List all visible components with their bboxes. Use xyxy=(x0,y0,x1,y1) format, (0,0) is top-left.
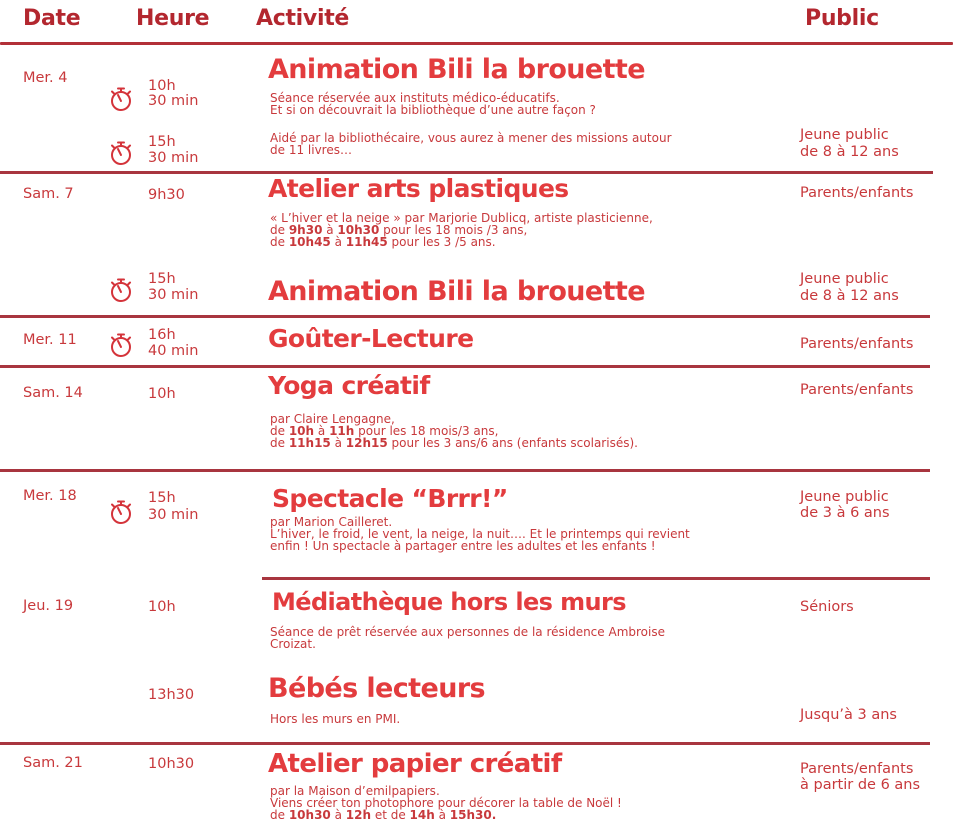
row7-public-line1: Parents/enfants xyxy=(800,761,914,777)
row7-desc3: de 10h30 à 12h et de 14h à 15h30. xyxy=(270,808,497,822)
row1-date: Mer. 4 xyxy=(23,70,68,86)
header-date: Date xyxy=(23,6,81,31)
row-separator xyxy=(0,469,930,472)
row6-time2: 13h30 xyxy=(148,687,195,703)
row2-public2-line1: Jeune public xyxy=(800,271,889,287)
header-rule xyxy=(0,42,953,45)
row4-date: Sam. 14 xyxy=(23,385,83,401)
row2-desc3: de 10h45 à 11h45 pour les 3 /5 ans. xyxy=(270,235,496,249)
row7-time: 10h30 xyxy=(148,756,195,772)
row2-public2-line2: de 8 à 12 ans xyxy=(800,288,899,304)
header-public: Public xyxy=(805,6,879,31)
row6-time: 10h xyxy=(148,599,176,615)
row4-title: Yoga créatif xyxy=(268,371,430,400)
row3-time-hour: 16h xyxy=(148,327,176,343)
row2-time2-duration: 30 min xyxy=(148,287,199,303)
row1-time1-duration: 30 min xyxy=(148,93,199,109)
row5-desc2: L’hiver, le froid, le vent, la neige, la nuit…. Et le printemps qui revient xyxy=(270,527,690,541)
row7-public-line2: à partir de 6 ans xyxy=(800,777,921,793)
row4-desc2: de 10h à 11h pour les 18 mois/3 ans, xyxy=(270,424,499,438)
row5-time-hour: 15h xyxy=(148,490,176,506)
row6-desc2: Croizat. xyxy=(270,637,316,651)
row6-public2: Jusqu’à 3 ans xyxy=(800,707,897,723)
row6-desc3: Hors les murs en PMI. xyxy=(270,712,401,726)
row1-time2-hour: 15h xyxy=(148,134,176,150)
row2-public: Parents/enfants xyxy=(800,185,914,201)
row7-desc1: par la Maison d’emilpapiers. xyxy=(270,784,440,798)
row2-time: 9h30 xyxy=(148,187,185,203)
row1-public-line2: de 8 à 12 ans xyxy=(800,144,899,160)
row-separator xyxy=(0,315,930,318)
header-heure: Heure xyxy=(136,6,210,31)
row2-desc2: de 9h30 à 10h30 pour les 18 mois /3 ans, xyxy=(270,223,528,237)
row4-public: Parents/enfants xyxy=(800,382,914,398)
row3-time-duration: 40 min xyxy=(148,343,199,359)
stopwatch-icon xyxy=(109,277,133,303)
row1-time1-hour: 10h xyxy=(148,78,176,94)
row2-time2-hour: 15h xyxy=(148,271,176,287)
row6-date: Jeu. 19 xyxy=(23,598,74,614)
row5-desc3: enfin ! Un spectacle à partager entre les adultes et les enfants ! xyxy=(270,539,656,553)
row3-title: Goûter-Lecture xyxy=(268,324,474,353)
row3-public: Parents/enfants xyxy=(800,336,914,352)
row1-desc3: Aidé par la bibliothécaire, vous aurez à mener des missions autour xyxy=(270,131,672,145)
row5-time-duration: 30 min xyxy=(148,507,199,523)
row1-time2-duration: 30 min xyxy=(148,150,199,166)
row7-desc2: Viens créer ton photophore pour décorer la table de Noël ! xyxy=(270,796,622,810)
row2-desc1: « L’hiver et la neige » par Marjorie Dublicq, artiste plasticienne, xyxy=(270,211,653,225)
row5-public-line2: de 3 à 6 ans xyxy=(800,505,890,521)
row3-date: Mer. 11 xyxy=(23,332,77,348)
stopwatch-icon xyxy=(109,140,133,166)
row1-desc1: Séance réservée aux instituts médico-éducatifs. xyxy=(270,91,560,105)
row4-desc3: de 11h15 à 12h15 pour les 3 ans/6 ans (enfants scolarisés). xyxy=(270,436,638,450)
row4-time: 10h xyxy=(148,386,176,402)
row2-title: Atelier arts plastiques xyxy=(268,174,569,203)
stopwatch-icon xyxy=(109,332,133,358)
header-activite: Activité xyxy=(256,6,350,31)
row7-title: Atelier papier créatif xyxy=(268,749,562,779)
row2-date: Sam. 7 xyxy=(23,186,74,202)
row4-desc1: par Claire Lengagne, xyxy=(270,412,395,426)
stopwatch-icon xyxy=(109,86,133,112)
row7-date: Sam. 21 xyxy=(23,755,83,771)
row-separator xyxy=(0,742,930,745)
row5-public-line1: Jeune public xyxy=(800,489,889,505)
row-separator xyxy=(0,365,930,368)
row6-title2: Bébés lecteurs xyxy=(268,673,486,704)
stopwatch-icon xyxy=(109,499,133,525)
row2-title2: Animation Bili la brouette xyxy=(268,276,645,307)
row1-title: Animation Bili la brouette xyxy=(268,54,645,85)
row6-desc1: Séance de prêt réservée aux personnes de la résidence Ambroise xyxy=(270,625,665,639)
row1-desc4: de 11 livres… xyxy=(270,143,352,157)
row1-desc2: Et si on découvrait la bibliothèque d’une autre façon ? xyxy=(270,103,596,117)
row5-title: Spectacle “Brrr!” xyxy=(272,484,508,513)
row5-desc1: par Marion Cailleret. xyxy=(270,515,393,529)
row1-public-line1: Jeune public xyxy=(800,127,889,143)
row6-public: Séniors xyxy=(800,599,854,615)
row5-date: Mer. 18 xyxy=(23,488,77,504)
row6-title: Médiathèque hors les murs xyxy=(272,588,626,616)
row-separator xyxy=(262,577,930,580)
